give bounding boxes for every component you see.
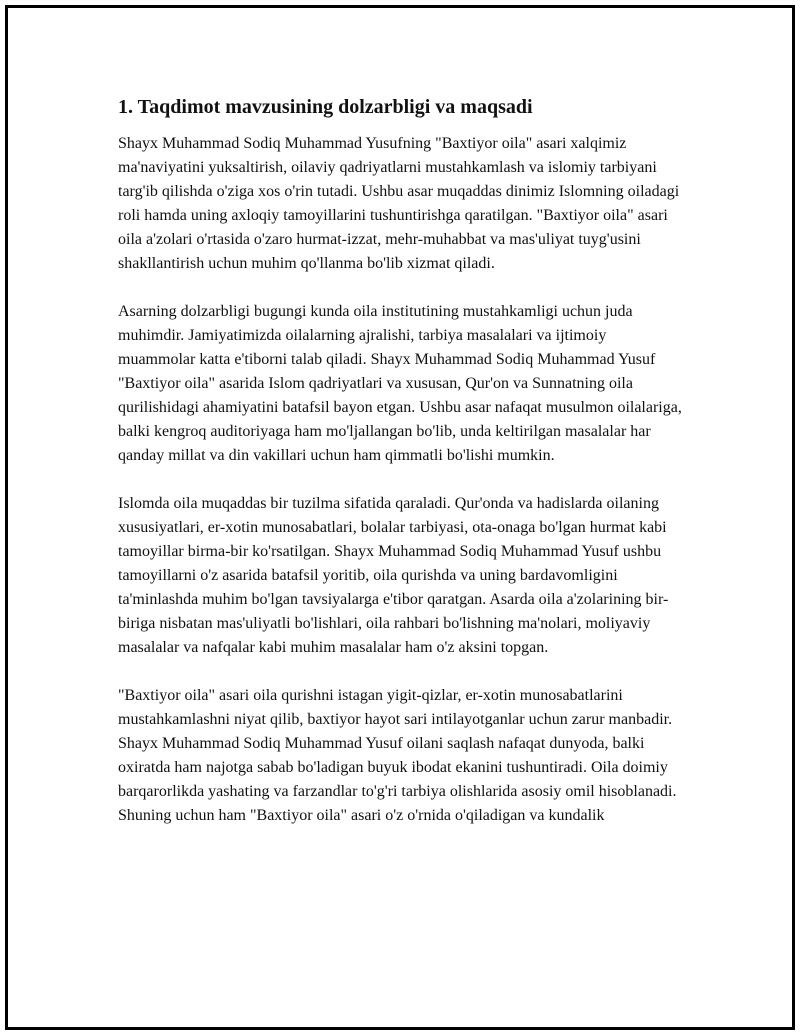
paragraph-3: Islomda oila muqaddas bir tuzilma sifatida qaraladi. Qur'onda va hadislarda oilaning xususiyatlari, er-xotin munosabatlari, bolalar tarbiyasi, ota-onaga bo'lgan hurmat kabi tamoyillar birma-bir ko'rsatilgan. Shayx Muhammad Sodiq Muhammad Yusuf ushbu tamoyillarni o'z asarida batafsil yoritib, oila qurishda va uning bardavomligini ta'minlashda muhim bo'lgan tavsiyalarga e'tibor qaratgan. Asarda oila a'zolarining bir-biriga nisbatan mas'uliyatli bo'lishlari, oila rahbari bo'lishning ma'nolari, moliyaviy masalalar va nafqalar kabi muhim masalalar ham o'z aksini topgan. xyxy=(118,495,669,656)
section-heading: 1. Taqdimot mavzusining dolzarbligi va maqsadi xyxy=(118,96,533,118)
paragraph-1: Shayx Muhammad Sodiq Muhammad Yusufning "Baxtiyor oila" asari xalqimiz ma'naviyatini yuksaltirish, oilaviy qadriyatlarni mustahkamlash va islomiy tarbiyani targ'ib qilishda o'ziga xos o'rin tutadi. Ushbu asar muqaddas dinimiz Islomning oiladagi roli hamda uning axloqiy tamoyillarini tushuntirishga qaratilgan. "Baxtiyor oila" asari oila a'zolari o'rtasida o'zaro hurmat-izzat, mehr-muhabbat va mas'uliyat tuyg'usini shakllantirish uchun muhim qo'llanma bo'lib xizmat qiladi. xyxy=(118,135,680,272)
paragraph-2: Asarning dolzarbligi bugungi kunda oila institutining mustahkamligi uchun juda muhimdir. Jamiyatimizda oilalarning ajralishi, tarbiya masalalari va ijtimoiy muammolar katta e'tiborni talab qiladi. Shayx Muhammad Sodiq Muhammad Yusuf "Baxtiyor oila" asarida Islom qadriyatlari va xususan, Qur'on va Sunnatning oila qurilishidagi ahamiyatini batafsil bayon etgan. Ushbu asar nafaqat musulmon oilalariga, balki kengroq auditoriyaga ham mo'ljallangan bo'lib, unda keltirilgan masalalar har qanday millat va din vakillari uchun ham qimmatli bo'lishi mumkin. xyxy=(118,303,682,464)
document-body xyxy=(118,94,684,852)
paragraph-4: "Baxtiyor oila" asari oila qurishni istagan yigit-qizlar, er-xotin munosabatlarini mustahkamlashni niyat qilib, baxtiyor hayot sari intilayotganlar uchun zarur manbadir. Shayx Muhammad Sodiq Muhammad Yusuf oilani saqlash nafaqat dunyoda, balki oxiratda ham najotga sabab bo'ladigan buyuk ibodat ekanini tushuntiradi. Oila doimiy barqarorlikda yashating va farzandlar to'g'ri tarbiya olishlarida asosiy omil hisoblanadi. Shuning uchun ham "Baxtiyor oila" asari o'z o'rnida o'qiladigan va kundalik xyxy=(118,687,677,824)
